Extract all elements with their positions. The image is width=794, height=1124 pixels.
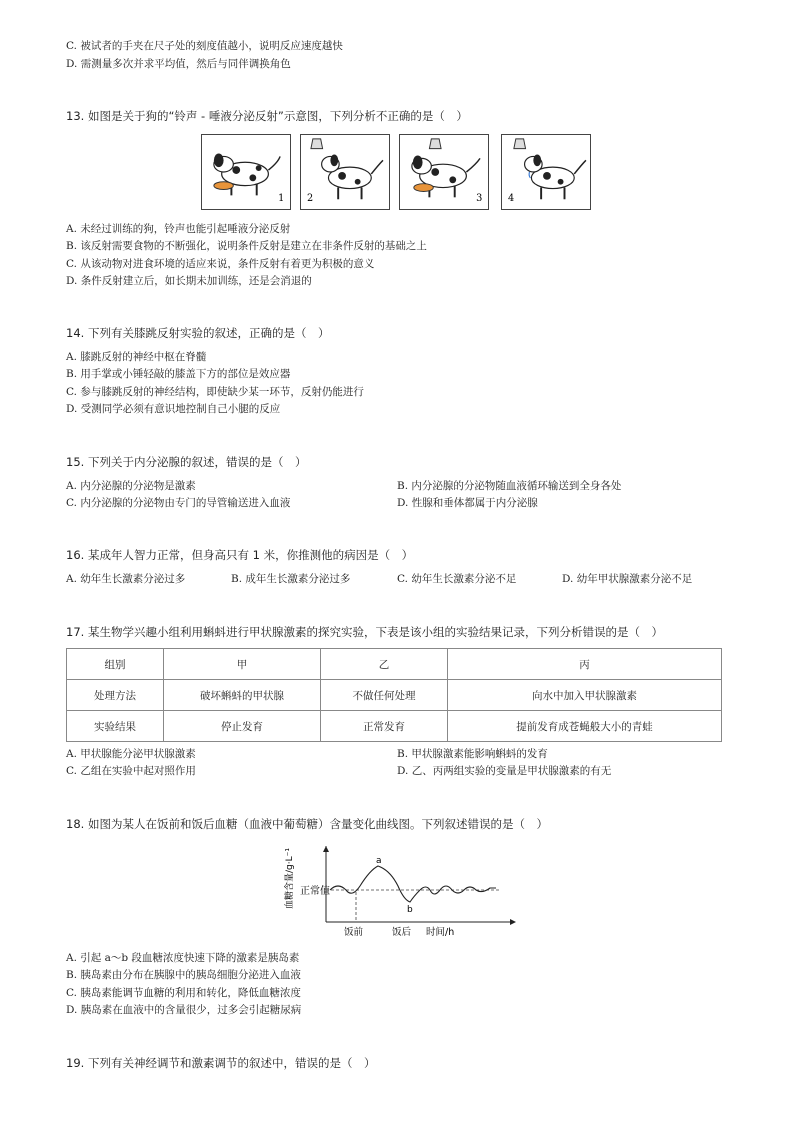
panel-number-2: 2: [307, 193, 314, 205]
table-cell: 实验结果: [67, 711, 164, 742]
point-b-label: b: [407, 905, 413, 915]
q15-option-d: D. 性腺和垂体都属于内分泌腺: [397, 497, 538, 509]
q13-option-d: D. 条件反射建立后，如长期未加训练，还是会消退的: [66, 275, 312, 287]
panel-number-1: 1: [278, 193, 285, 205]
x-label-after-meal: 饭后: [392, 927, 412, 938]
q16-option-a: A. 幼年生长激素分泌过多: [66, 573, 186, 585]
q13-stem: 13. 如图是关于狗的“铃声 - 唾液分泌反射”示意图，下列分析不正确的是（ ）: [66, 109, 468, 123]
dog-salivating-illustration: [502, 135, 590, 209]
dog-bell-illustration: [301, 135, 389, 209]
table-cell: 正常发育: [321, 711, 448, 742]
q14-option-d: D. 受测同学必须有意识地控制自己小腿的反应: [66, 403, 281, 415]
q13-option-b: B. 该反射需要食物的不断强化，说明条件反射是建立在非条件反射的基础之上: [66, 240, 427, 252]
dog-eating-illustration: [202, 135, 290, 209]
q12-option-d: D. 需测量多次并求平均值，然后与同伴调换角色: [66, 58, 291, 70]
dog-panel-1: [201, 134, 291, 210]
table-row: [67, 680, 722, 711]
q15-stem: 15. 下列关于内分泌腺的叙述，错误的是（ ）: [66, 455, 307, 469]
q16-option-d: D. 幼年甲状腺激素分泌不足: [562, 573, 693, 585]
dog-panel-4: [501, 134, 591, 210]
table-cell: 向水中加入甲状腺激素: [448, 680, 722, 711]
table-cell: 破坏蝌蚪的甲状腺: [164, 680, 321, 711]
x-label-before-meal: 饭前: [344, 927, 364, 938]
x-axis-arrow: [510, 919, 516, 925]
blood-sugar-line: [330, 866, 496, 902]
table-cell: 不做任何处理: [321, 680, 448, 711]
table-cell: 提前发育成苍蝇般大小的青蛙: [448, 711, 722, 742]
q13-option-a: A. 未经过训练的狗，铃声也能引起唾液分泌反射: [66, 223, 291, 235]
table-cell: 处理方法: [67, 680, 164, 711]
q16-option-c: C. 幼年生长激素分泌不足: [397, 573, 517, 585]
q17-option-b: B. 甲状腺激素能影响蝌蚪的发育: [397, 748, 548, 760]
q15-option-b: B. 内分泌腺的分泌物随血液循环输送到全身各处: [397, 480, 622, 492]
q17-option-d: D. 乙、丙两组实验的变量是甲状腺激素的有无: [397, 765, 612, 777]
q17-stem: 17. 某生物学兴趣小组利用蝌蚪进行甲状腺激素的探究实验，下表是该小组的实验结果记录，下列分析错误的是（ ）: [66, 625, 663, 639]
q18-option-c: C. 胰岛素能调节血糖的利用和转化，降低血糖浓度: [66, 987, 301, 999]
normal-value-label: 正常值: [300, 886, 330, 897]
experiment-table: [66, 648, 722, 742]
q17-option-a: A. 甲状腺能分泌甲状腺激素: [66, 748, 196, 760]
x-axis-label: 时间/h: [426, 927, 455, 938]
dog-bell-food-illustration: [400, 135, 488, 209]
q14-option-a: A. 膝跳反射的神经中枢在脊髓: [66, 351, 207, 363]
table-cell: 乙: [321, 649, 448, 680]
y-axis-arrow: [323, 846, 329, 852]
table-row: [67, 649, 722, 680]
q12-option-c: C. 被试者的手夹在尺子处的刻度值越小，说明反应速度越快: [66, 40, 343, 52]
dog-panel-2: [300, 134, 390, 210]
panel-number-4: 4: [508, 193, 515, 205]
q15-option-a: A. 内分泌腺的分泌物是激素: [66, 480, 196, 492]
q18-option-a: A. 引起 a～b 段血糖浓度快速下降的激素是胰岛素: [66, 952, 300, 964]
blood-sugar-curve: [280, 842, 520, 938]
table-cell: 停止发育: [164, 711, 321, 742]
panel-number-3: 3: [476, 193, 483, 205]
q14-option-c: C. 参与膝跳反射的神经结构，即使缺少某一环节，反射仍能进行: [66, 386, 364, 398]
table-row: [67, 711, 722, 742]
q13-option-c: C. 从该动物对进食环境的适应来说，条件反射有着更为积极的意义: [66, 258, 375, 270]
y-axis-label: 血糖含量/g·L⁻¹: [285, 848, 295, 909]
q16-stem: 16. 某成年人智力正常，但身高只有 1 米，你推测他的病因是（ ）: [66, 548, 414, 562]
q17-option-c: C. 乙组在实验中起对照作用: [66, 765, 196, 777]
dog-panel-3: [399, 134, 489, 210]
table-cell: 甲: [164, 649, 321, 680]
q14-option-b: B. 用手掌或小锤轻敲的膝盖下方的部位是效应器: [66, 368, 291, 380]
blood-sugar-chart: [280, 842, 520, 938]
q18-stem: 18. 如图为某人在饭前和饭后血糖（血液中葡萄糖）含量变化曲线图。下列叙述错误的是（ ）: [66, 817, 548, 831]
point-a-label: a: [376, 856, 382, 866]
q16-option-b: B. 成年生长激素分泌过多: [231, 573, 351, 585]
q15-option-c: C. 内分泌腺的分泌物由专门的导管输送进入血液: [66, 497, 291, 509]
q14-stem: 14. 下列有关膝跳反射实验的叙述，正确的是（ ）: [66, 326, 330, 340]
table-cell: 组别: [67, 649, 164, 680]
q18-option-b: B. 胰岛素由分布在胰腺中的胰岛细胞分泌进入血液: [66, 969, 301, 981]
table-cell: 丙: [448, 649, 722, 680]
q18-option-d: D. 胰岛素在血液中的含量很少，过多会引起糖尿病: [66, 1004, 302, 1016]
q19-stem: 19. 下列有关神经调节和激素调节的叙述中，错误的是（ ）: [66, 1056, 376, 1070]
